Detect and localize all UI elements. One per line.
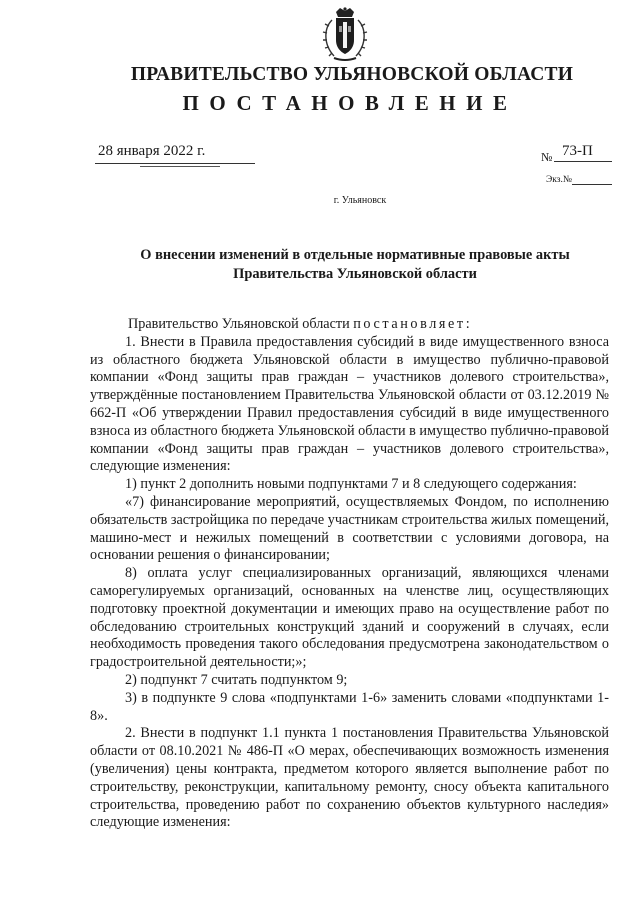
date-underline-short — [140, 166, 220, 167]
coat-of-arms-icon — [318, 6, 372, 64]
document-type-title: ПОСТАНОВЛЕНИЕ — [182, 91, 518, 115]
subject-line-2: Правительства Ульяновской области — [233, 266, 477, 282]
paragraph: 1) пункт 2 дополнить новыми подпунктами 7 и 8 следующего содержания: — [125, 476, 577, 493]
city-label: г. Ульяновск — [333, 195, 387, 206]
number-sign: № — [541, 150, 553, 164]
copy-number-underline — [572, 184, 612, 185]
document-number: 73-П — [562, 143, 593, 159]
intro-paragraph — [90, 316, 609, 334]
document-body — [90, 316, 609, 832]
paragraph: 2) подпункт 7 считать подпунктом 9; — [125, 671, 348, 688]
paragraph: 8) оплата услуг специализированных организаций, являющихся членами саморегулируемых организаций, основанных на членстве лиц, осуществляющих подготовку проектной документации и имеющих право на осуществление работ по обследованию строительных конструкций зданий и сооружений в случаях, если необходимость проведения такого обследования предусмотрена законодательством о градостроительной деятельности;»; — [90, 565, 609, 671]
paragraph: «7) финансирование мероприятий, осуществляемых Фондом, по исполнению обязательств застройщика по передаче участникам строительства жилых помещений, машино-мест и нежилых помещений в соответствии с условиями договора, на основании решения о финансировании; — [90, 493, 609, 564]
document-date: 28 января 2022 г. — [98, 143, 206, 159]
paragraph: 3) в подпункте 9 слова «подпунктами 1-6» заменить словами «подпунктами 1-8». — [90, 689, 609, 724]
paragraph: 2. Внести в подпункт 1.1 пункта 1 постановления Правительства Ульяновской области от 08.10.2021 № 486-П «О мерах, обеспечивающих возможность изменения (увеличения) цены контракта, предметом которого является выполнение работ по строительству, реконструкции, капитальному ремонту, сносу объекта капитального строительства, проведению работ по сохранению объектов культурного наследия» следующие изменения: — [90, 725, 609, 831]
paragraph: 1. Внести в Правила предоставления субсидий в виде имущественного взноса из областного бюджета Ульяновской области в имущество публично-правовой компании «Фонд защиты прав граждан – участников долевого строительства», утверждённые постановлением Правительства Ульяновской области от 03.12.2019 № 662-П «Об утверждении Правил предоставления субсидий в виде имущественного взноса из областного бюджета Ульяновской области в имущество публично-правовой компании «Фонд защиты прав граждан – участников долевого строительства», следующие изменения: — [90, 333, 609, 475]
government-title: ПРАВИТЕЛЬСТВО УЛЬЯНОВСКОЙ ОБЛАСТИ — [130, 64, 574, 85]
number-underline — [554, 161, 612, 162]
intro-verb: постановляет: — [353, 316, 473, 332]
date-underline — [95, 163, 255, 164]
intro-prefix: Правительство Ульяновской области — [128, 316, 354, 332]
copy-number-label: Экз.№ — [546, 175, 572, 185]
subject-line-1: О внесении изменений в отдельные нормативные правовые акты — [140, 247, 570, 263]
document-subject — [108, 246, 602, 284]
